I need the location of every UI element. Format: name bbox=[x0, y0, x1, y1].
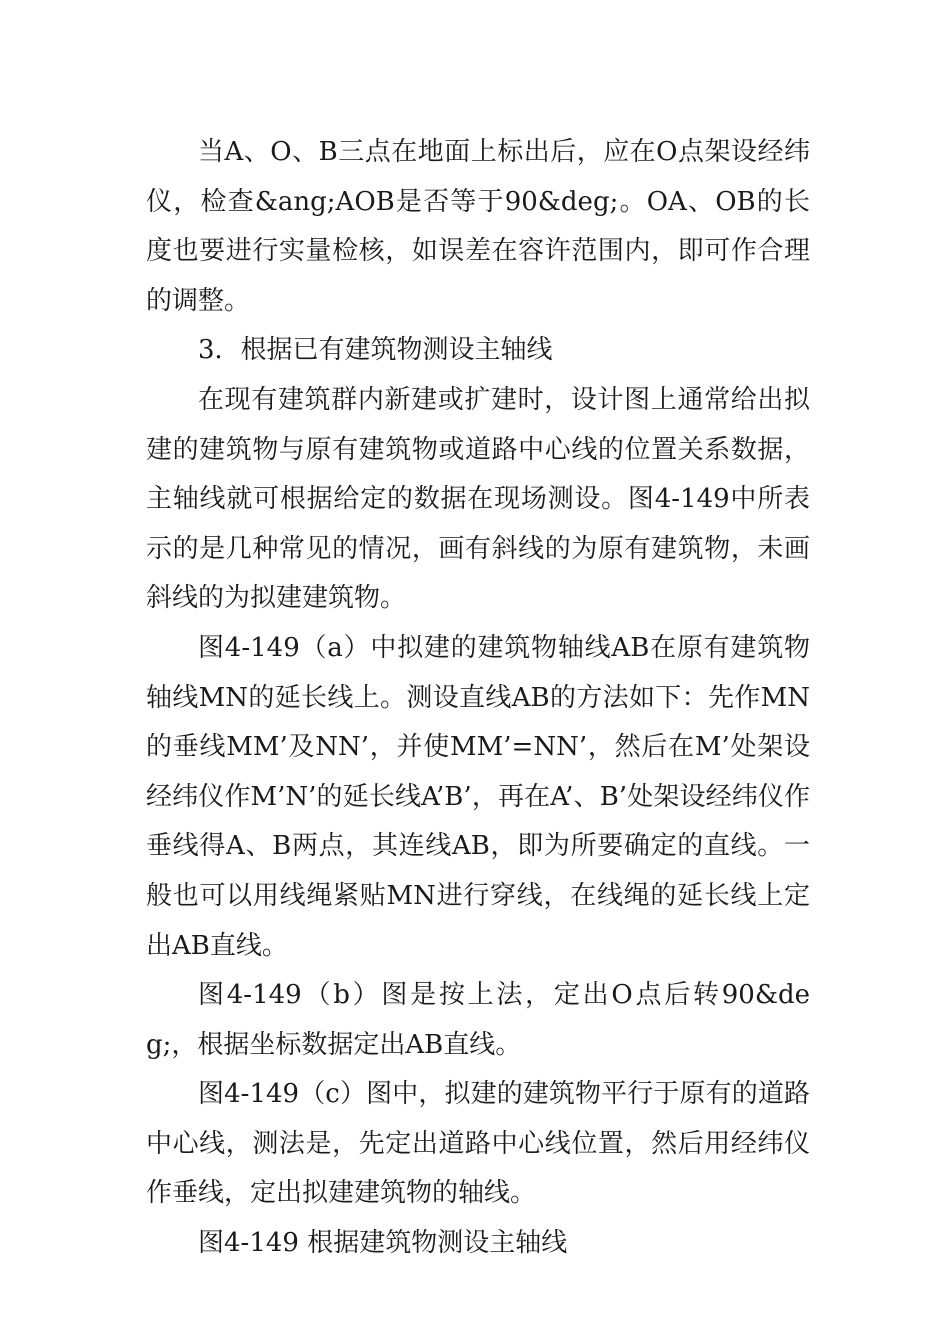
section-heading: 3．根据已有建筑物测设主轴线 bbox=[198, 335, 553, 366]
figure-caption: 图4-149 根据建筑物测设主轴线 bbox=[198, 1228, 568, 1259]
paragraph-check-angle: 当A、O、B三点在地面上标出后，应在O点架设经纬仪，检查&ang;AOB是否等于90&deg;。OA、OB的长度也要进行实量检核，如误差在容许范围内，即可作合理的调整。 bbox=[146, 137, 810, 316]
paragraph-figure-b: 图4-149（b）图是按上法，定出O点后转90&deg;，根据坐标数据定出AB直线。 bbox=[146, 980, 810, 1060]
document-body bbox=[146, 128, 810, 1269]
paragraph-intro: 在现有建筑群内新建或扩建时，设计图上通常给出拟建的建筑物与原有建筑物或道路中心线的位置关系数据，主轴线就可根据给定的数据在现场测设。图4-149中所表示的是几种常见的情况，画有斜线的为原有建筑物，未画斜线的为拟建建筑物。 bbox=[146, 384, 810, 614]
paragraph-figure-a: 图4-149（a）中拟建的建筑物轴线AB在原有建筑物轴线MN的延长线上。测设直线AB的方法如下：先作MN的垂线MM’及NN’，并使MM’=NN’，然后在M’处架设经纬仪作M’N’的延长线A’B’，再在A’、B’处架设经纬仪作垂线得A、B两点，其连线AB，即为所要确定的直线。一般也可以用线绳紧贴MN进行穿线，在线绳的延长线上定出AB直线。 bbox=[146, 632, 810, 961]
paragraph-figure-c: 图4-149（c）图中，拟建的建筑物平行于原有的道路中心线，测法是，先定出道路中心线位置，然后用经纬仪作垂线，定出拟建建筑物的轴线。 bbox=[146, 1079, 810, 1209]
